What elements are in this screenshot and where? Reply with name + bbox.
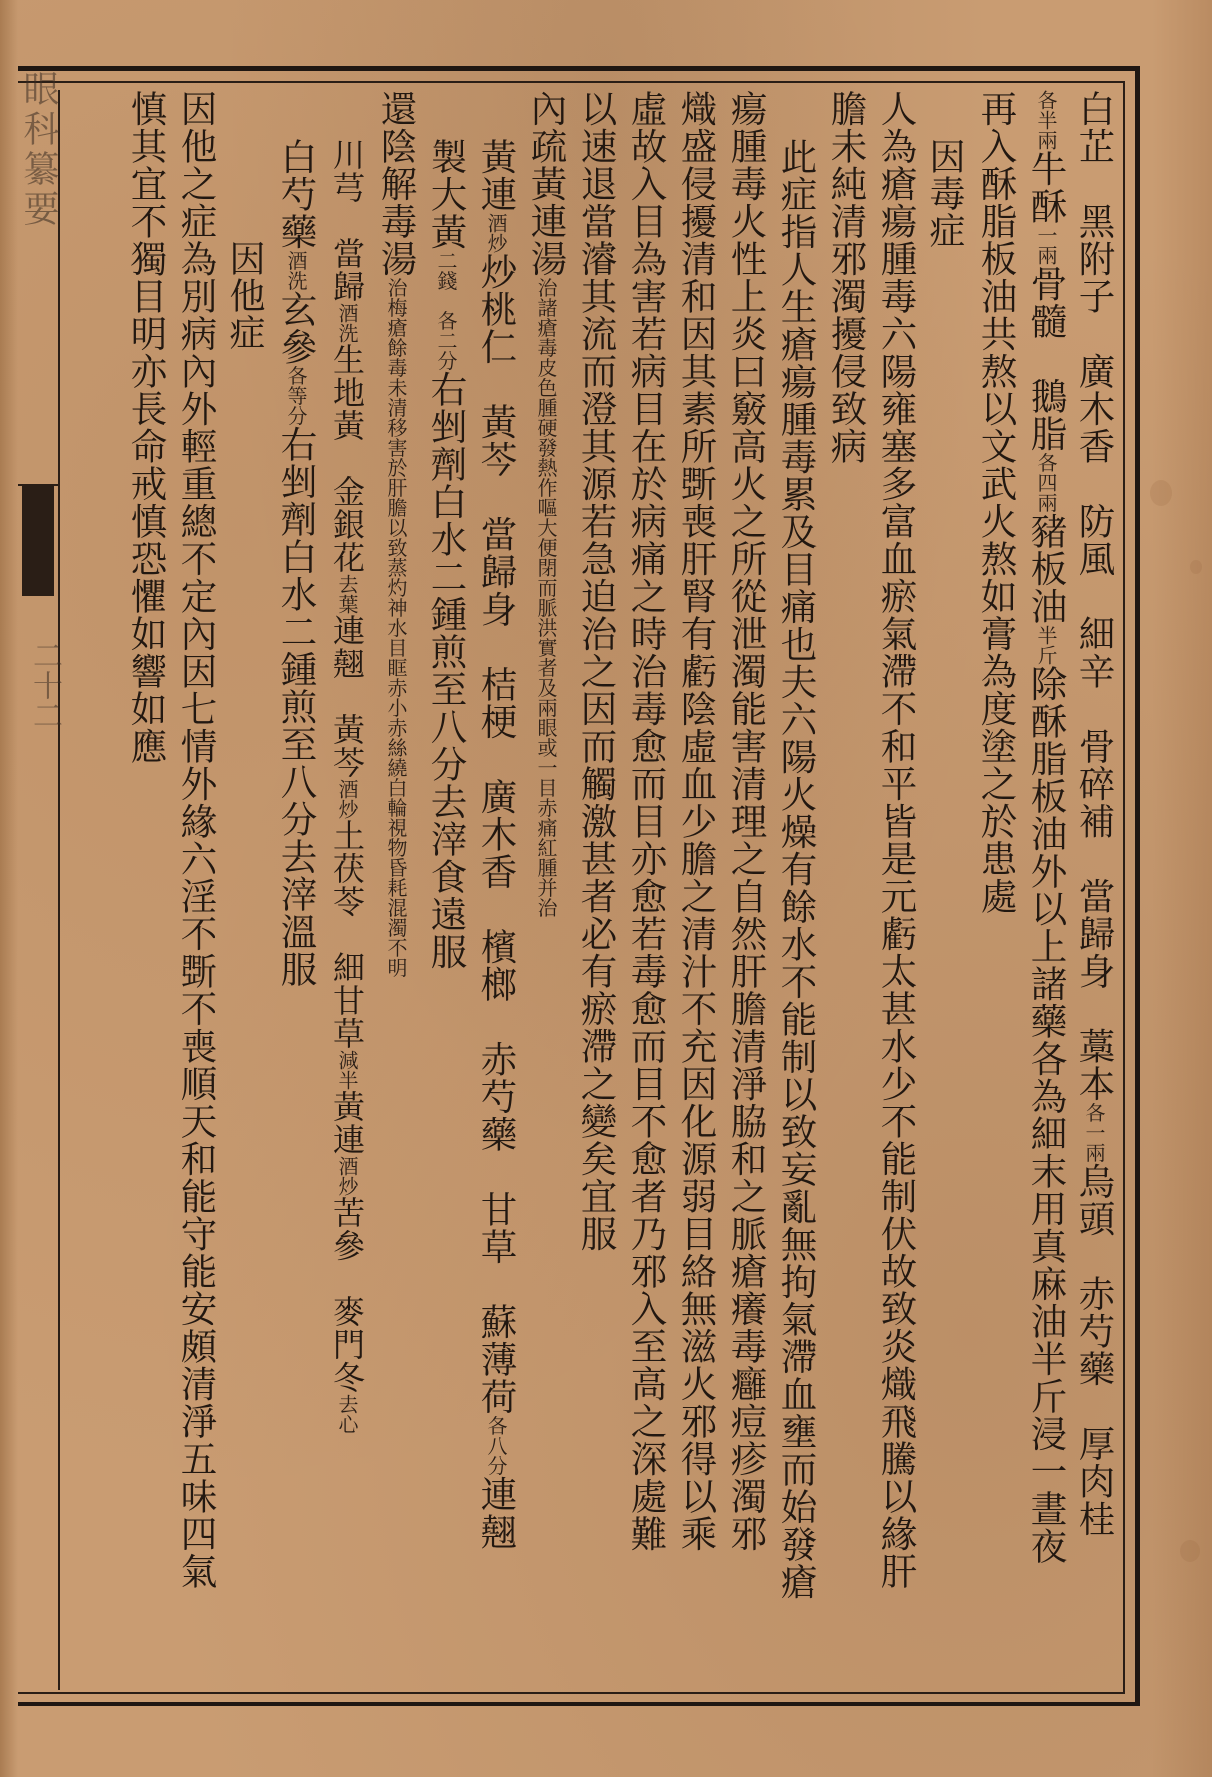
text-column xyxy=(976,90,1016,915)
annotation: 半斤 xyxy=(1034,625,1058,665)
text-column xyxy=(776,138,816,1601)
column-text: 炒桃仁 黃芩 當歸身 桔梗 廣木香 檳榔 赤芍藥 甘草 蘇薄荷 xyxy=(475,253,518,1416)
column-text: 玄參 xyxy=(275,290,318,366)
paper-stain xyxy=(1190,560,1202,574)
column-text: 右剉劑白水二鍾煎至八分去滓食遠服 xyxy=(425,370,468,971)
column-text: 以速退當濬其流而澄其源若急迫治之因而觸激甚者必有瘀滯之變矣宜服 xyxy=(575,90,618,1253)
column-text: 因他之症為別病內外輕重總不定內因七情外緣六淫不斲不喪順天和能守能安頗清淨五味四氣 xyxy=(175,90,218,1590)
annotation: 減半 xyxy=(335,1050,359,1090)
annotation: 酒炒 xyxy=(335,1156,359,1196)
paper-right-margin xyxy=(1152,0,1212,1777)
column-text: 牛酥 xyxy=(1025,150,1068,225)
ingredient-column xyxy=(426,138,466,971)
formula-title-column xyxy=(526,90,566,918)
annotation: 去心 xyxy=(335,1394,359,1434)
column-text: 熾盛侵擾清和因其素所斲喪肝腎有虧陰虛血少膽之清汁不充因化源弱目絡無滋火邪得以乘 xyxy=(675,90,718,1553)
text-block xyxy=(64,90,1114,1690)
annotation: 各八分 xyxy=(484,1415,508,1476)
heading-text: 因他症 xyxy=(224,240,265,351)
text-column xyxy=(1074,90,1114,1538)
text-column xyxy=(576,90,616,1253)
column-text: 再入酥脂板油共熬以文武火熬如膏為度塗之於患處 xyxy=(975,90,1018,915)
column-text: 膽未純清邪濁擾侵致病 xyxy=(825,90,868,465)
fold-margin xyxy=(18,90,60,1690)
section-heading xyxy=(224,240,264,351)
column-text: 川芎 當歸 xyxy=(328,138,366,303)
column-text: 連翹 黃芩 xyxy=(328,614,366,779)
paper-left-edge xyxy=(0,0,18,1777)
annotation: 去葉 xyxy=(335,574,359,614)
column-text: 此症指人生瘡瘍腫毒累及目痛也夫六陽火燥有餘水不能制以致妄亂無拘氣滯血壅而始發瘡 xyxy=(775,138,818,1601)
column-text: 豬板油 xyxy=(1025,512,1068,625)
text-column xyxy=(1026,90,1066,1565)
column-text: 白芷 黑附子 廣木香 防風 細辛 骨碎補 當歸身 藁本 xyxy=(1073,90,1116,1103)
column-text: 白芍藥 xyxy=(275,138,318,251)
ingredient-column xyxy=(276,138,316,988)
column-text: 右剉劑白水二鍾煎至八分去滓溫服 xyxy=(275,425,318,988)
column-text: 虛故入目為害若病目在於病痛之時治毒愈而目亦愈若毒愈而目不愈者乃邪入至高之深處難 xyxy=(625,90,668,1553)
section-heading xyxy=(924,138,964,249)
formula-title-column xyxy=(376,90,416,978)
annotation: 各等分 xyxy=(284,365,308,426)
text-column xyxy=(826,90,866,465)
column-text: 慎其宜不獨目明亦長命戒慎恐懼如響如應 xyxy=(125,90,168,765)
annotation: 酒洗 xyxy=(335,303,359,343)
paper-stain xyxy=(1150,480,1172,506)
text-column xyxy=(126,90,166,765)
column-text: 苦參 麥門冬 xyxy=(328,1196,366,1394)
heading-text: 因毒症 xyxy=(924,138,965,249)
text-column xyxy=(676,90,716,1553)
annotation: 酒炒 xyxy=(484,213,508,253)
column-text: 人為瘡瘍腫毒六陽雍塞多富血瘀氣滯不和平皆是元虧太甚水少不能制伏故致炎熾飛騰以緣肝 xyxy=(875,90,918,1590)
ingredient-column xyxy=(476,138,516,1551)
column-text: 製大黃 xyxy=(425,138,468,251)
annotation: 二錢 各二分 xyxy=(434,250,458,371)
column-text: 骨髓 鵝脂 xyxy=(1025,265,1068,453)
annotation: 一兩 xyxy=(1034,225,1058,265)
column-text: 烏頭 赤芍藥 厚肉桂 xyxy=(1073,1162,1116,1538)
text-column xyxy=(726,90,766,1553)
column-text: 黃連 xyxy=(328,1090,366,1156)
annotation: 各半兩 xyxy=(1034,90,1058,150)
ingredient-column xyxy=(328,138,366,1434)
annotation: 治諸瘡毒皮色腫硬發熱作嘔大便閉而脈洪實者及兩眼或一目赤痛紅腫并治 xyxy=(534,277,558,918)
paper-stain xyxy=(1180,1540,1200,1562)
folio: 二十二 xyxy=(27,640,62,730)
column-text: 黃連 xyxy=(475,138,518,213)
annotation: 各四兩 xyxy=(1034,452,1058,513)
column-text: 除酥脂板油外以上諸藥各為細末用真麻油半斤浸一晝夜 xyxy=(1025,665,1068,1565)
text-column xyxy=(626,90,666,1553)
annotation: 酒炒 xyxy=(335,779,359,819)
column-text: 土茯苓 細甘草 xyxy=(328,819,366,1050)
column-text: 瘍腫毒火性上炎曰竅高火之所從泄濁能害清理之自然肝膽清淨脇和之脈瘡癢毒癰痘疹濁邪 xyxy=(725,90,768,1553)
annotation: 酒洗 xyxy=(284,250,308,291)
fish-tail-mark xyxy=(22,486,54,596)
column-text: 連翹 xyxy=(475,1475,518,1551)
annotation: 治梅瘡餘毒未清移害於肝膽以致蒸灼神水目眶赤小赤絲繞白輪視物昏耗混濁不明 xyxy=(384,277,408,978)
running-head: 眼科纂要 xyxy=(18,70,59,230)
column-text: 生地黃 金銀花 xyxy=(328,343,366,574)
text-column xyxy=(176,90,216,1590)
formula-name: 還陰解毒湯 xyxy=(375,90,418,278)
formula-name: 內疏黃連湯 xyxy=(525,90,568,278)
annotation: 各一兩 xyxy=(1082,1102,1106,1163)
text-column xyxy=(876,90,916,1590)
